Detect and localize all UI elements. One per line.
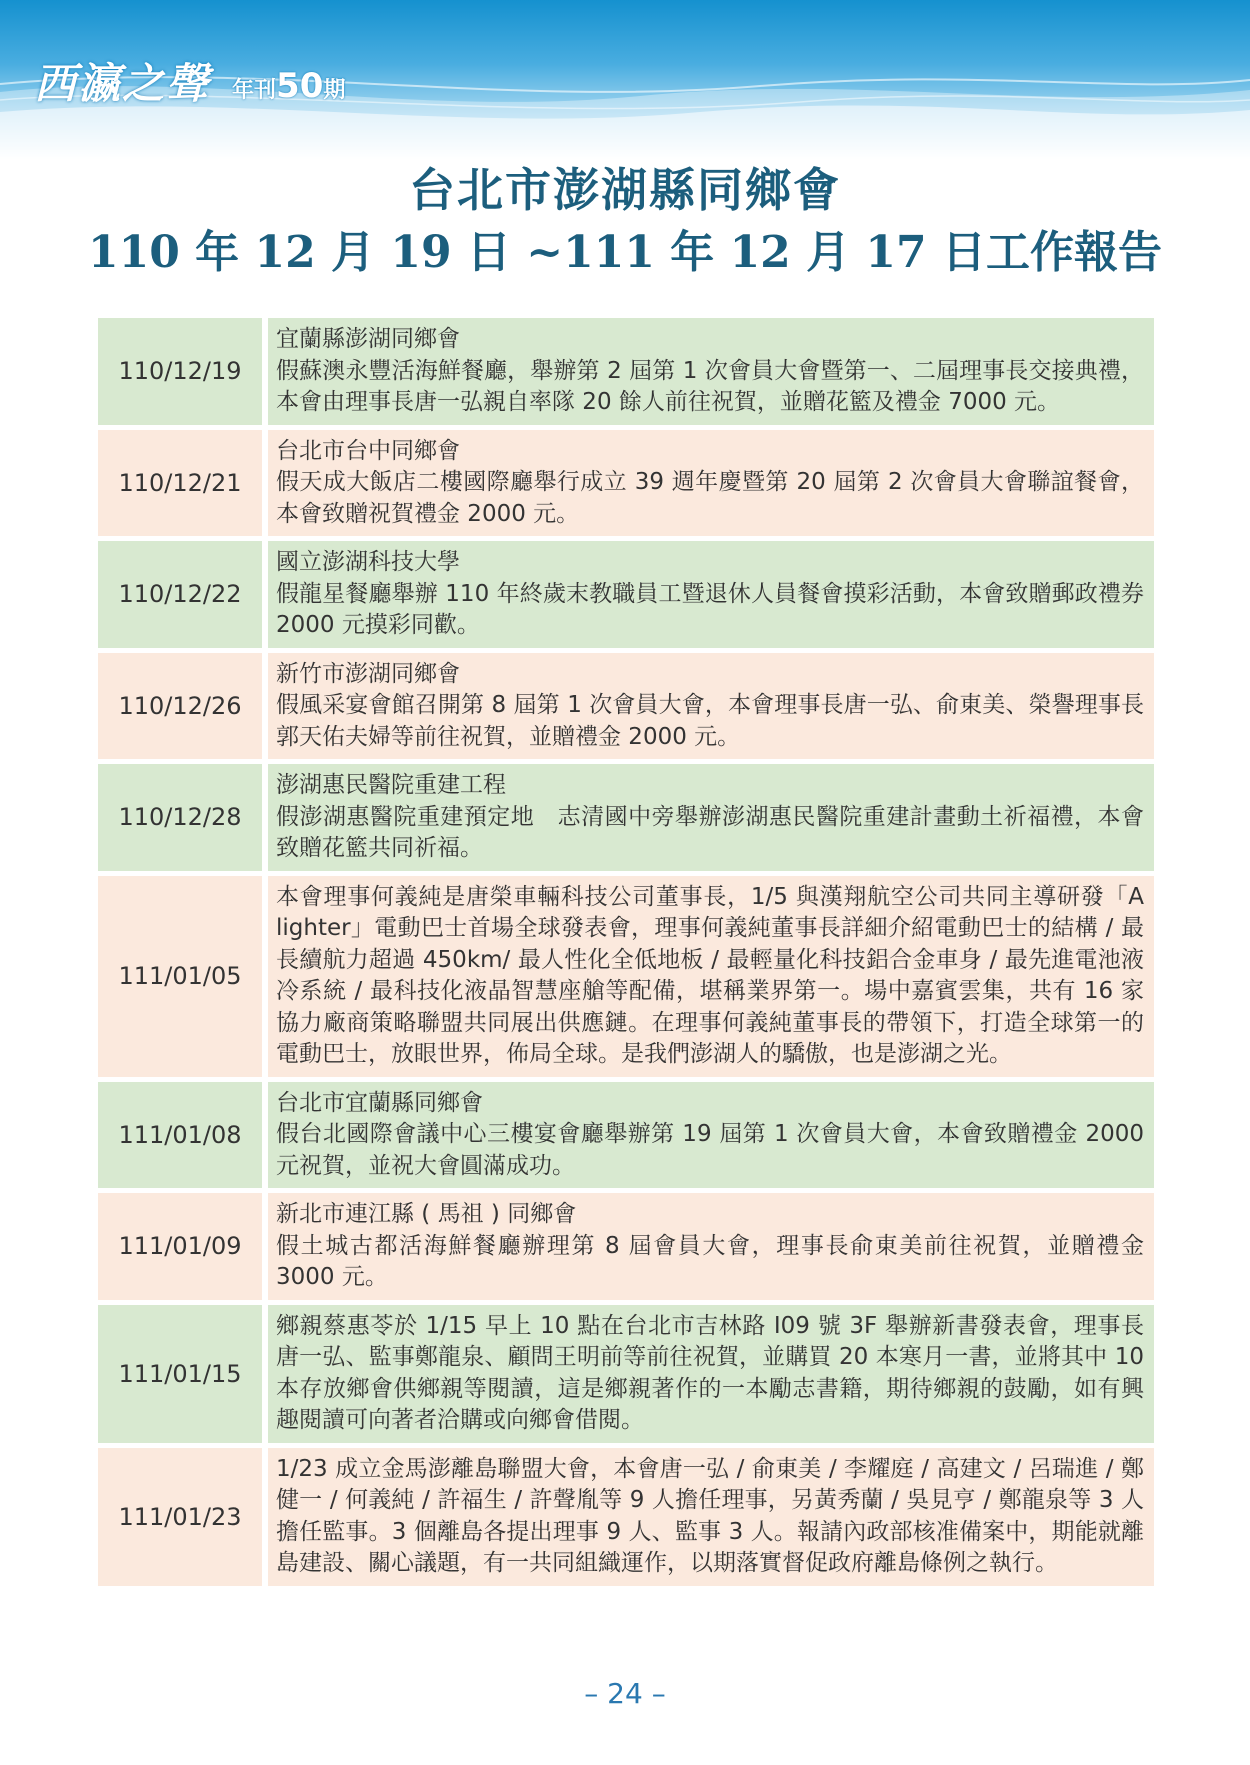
row-content — [268, 764, 1154, 871]
row-date: 111/01/08 — [98, 1082, 262, 1189]
table-row — [98, 764, 1154, 871]
table-row — [98, 318, 1154, 425]
table-row — [98, 430, 1154, 537]
row-description: 假風采宴會館召開第 8 屆第 1 次會員大會，本會理事長唐一弘、俞東美、榮譽理事長郭天佑夫婦等前往祝賀，並贈禮金 2000 元。 — [276, 692, 1144, 750]
issue-number: 50 — [276, 66, 324, 106]
row-content — [268, 653, 1154, 760]
row-content — [268, 430, 1154, 537]
masthead — [34, 56, 345, 112]
row-organization: 國立澎湖科技大學 — [276, 549, 460, 575]
magazine-name: 西瀛之聲 — [34, 59, 211, 108]
table-row — [98, 1305, 1154, 1443]
table-row — [98, 1193, 1154, 1300]
row-description: 鄉親蔡惠苓於 1/15 早上 10 點在台北市吉林路 I09 號 3F 舉辦新書發表會，理事長唐一弘、監事鄭龍泉、顧問王明前等前往祝賀，並購買 20 本寒月一書，並將其中 10 本存放鄉會供鄉親等閱讀，這是鄉親著作的一本勵志書籍，期待鄉親的鼓勵，如有興趣閱讀可向著者洽購或向鄉會借閱。 — [276, 1312, 1144, 1433]
row-description: 本會理事何義純是唐榮車輛科技公司董事長，1/5 與漢翔航空公司共同主導研發「A lighter」電動巴士首場全球發表會，理事何義純董事長詳細介紹電動巴士的結構 / 最長續航力超過 450km/ 最人性化全低地板 / 最輕量化科技鋁合金車身 / 最先進電池液冷系統 / 最科技化液晶智慧座艙等配備，堪稱業界第一。場中嘉賓雲集，共有 16 家協力廠商策略聯盟共同展出供應鏈。在理事何義純董事長的帶領下，打造全球第一的電動巴士，放眼世界，佈局全球。是我們澎湖人的驕傲，也是澎湖之光。 — [276, 883, 1144, 1067]
row-date: 111/01/05 — [98, 876, 262, 1077]
row-date: 110/12/21 — [98, 430, 262, 537]
page-number: – 24 – — [584, 1677, 666, 1710]
issue-prefix: 年刊 — [232, 78, 277, 103]
page-title — [0, 160, 1250, 284]
table-row — [98, 1448, 1154, 1586]
row-date: 110/12/22 — [98, 541, 262, 648]
title-line-2: 110 年 12 月 19 日 ~111 年 12 月 17 日工作報告 — [88, 227, 1162, 278]
issue-suffix: 期 — [323, 78, 346, 103]
row-content — [268, 1448, 1154, 1586]
row-date: 111/01/09 — [98, 1193, 262, 1300]
row-description: 假台北國際會議中心三樓宴會廳舉辦第 19 屆第 1 次會員大會，本會致贈禮金 2000 元祝賀，並祝大會圓滿成功。 — [276, 1121, 1144, 1179]
row-description: 假土城古都活海鮮餐廳辦理第 8 屆會員大會，理事長俞東美前往祝賀，並贈禮金 3000 元。 — [276, 1232, 1144, 1290]
row-description: 假澎湖惠醫院重建預定地 志清國中旁舉辦澎湖惠民醫院重建計畫動土祈福禮，本會致贈花籃共同祈福。 — [276, 803, 1144, 861]
row-organization: 宜蘭縣澎湖同鄉會 — [276, 326, 460, 352]
row-description: 1/23 成立金馬澎離島聯盟大會，本會唐一弘 / 俞東美 / 李耀庭 / 高建文 / 呂瑞進 / 鄭健一 / 何義純 / 許福生 / 許聲胤等 9 人擔任理事，另黃秀蘭 / 吳見亨 / 鄭龍泉等 3 人擔任監事。3 個離島各提出理事 9 人、監事 3 人。報請內政部核准備案中，期能就離島建設、關心議題，有一共同組織運作，以期落實督促政府離島條例之執行。 — [276, 1455, 1144, 1576]
row-description: 假天成大飯店二樓國際廳舉行成立 39 週年慶暨第 20 屆第 2 次會員大會聯誼餐會，本會致贈祝賀禮金 2000 元。 — [276, 469, 1144, 527]
row-organization: 台北市宜蘭縣同鄉會 — [276, 1089, 483, 1116]
work-report-table — [98, 313, 1154, 1591]
page-header-banner — [0, 0, 1250, 160]
work-report-body — [98, 318, 1154, 1586]
title-line-1: 台北市澎湖縣同鄉會 — [409, 163, 841, 217]
issue-label — [232, 66, 345, 106]
row-content — [268, 541, 1154, 648]
row-content — [268, 1193, 1154, 1300]
table-row — [98, 1082, 1154, 1189]
row-content — [268, 1082, 1154, 1189]
row-content — [268, 318, 1154, 425]
row-organization: 澎湖惠民醫院重建工程 — [276, 772, 506, 798]
table-row — [98, 541, 1154, 648]
row-description: 假蘇澳永豐活海鮮餐廳，舉辦第 2 屆第 1 次會員大會暨第一、二屆理事長交接典禮，本會由理事長唐一弘親自率隊 20 餘人前往祝賀，並贈花籃及禮金 7000 元。 — [276, 357, 1144, 415]
row-content — [268, 1305, 1154, 1443]
row-date: 111/01/15 — [98, 1305, 262, 1443]
table-row — [98, 653, 1154, 760]
row-date: 110/12/28 — [98, 764, 262, 871]
row-organization: 新竹市澎湖同鄉會 — [276, 660, 460, 687]
row-date: 110/12/19 — [98, 318, 262, 425]
row-organization: 新北市連江縣 ( 馬祖 ) 同鄉會 — [276, 1201, 577, 1227]
row-date: 111/01/23 — [98, 1448, 262, 1586]
table-row — [98, 876, 1154, 1077]
row-organization: 台北市台中同鄉會 — [276, 437, 460, 464]
row-content — [268, 876, 1154, 1077]
row-date: 110/12/26 — [98, 653, 262, 760]
row-description: 假龍星餐廳舉辦 110 年終歲末教職員工暨退休人員餐會摸彩活動，本會致贈郵政禮券 2000 元摸彩同歡。 — [276, 580, 1144, 638]
